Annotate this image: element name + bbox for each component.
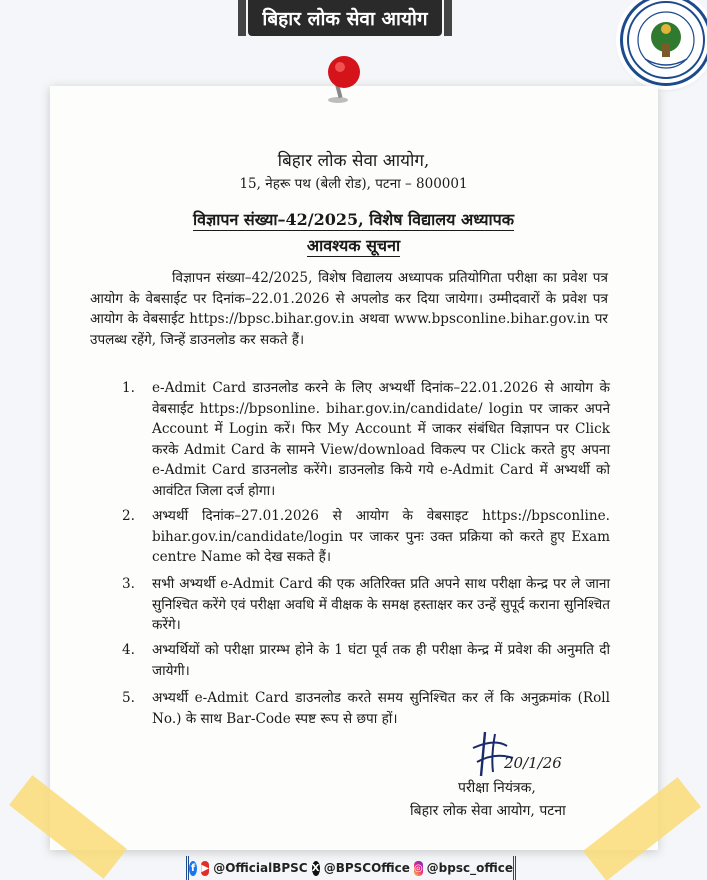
org-title: बिहार लोक सेवा आयोग,	[277, 151, 430, 171]
notice-heading: विज्ञापन संख्या–42/2025, विशेष विद्यालय अध्यापक	[192, 210, 515, 229]
list-item: 5. अभ्यर्थी e-Admit Card डाउनलोड करते समय सुनिश्चित कर लें कि अनुक्रमांक (Roll No.) के साथ Bar-Code स्पष्ट रूप से छपा हों।	[122, 690, 610, 727]
banner-title: बिहार लोक सेवा आयोग	[262, 8, 428, 30]
header-banner	[248, 0, 442, 36]
handle-x[interactable]: @BPSCOffice	[323, 861, 410, 875]
list-item: 4. अभ्यर्थियों को परीक्षा प्रारम्भ होने के 1 घंटा पूर्व तक ही परीक्षा केन्द्र में प्रवेश की अनुमति दी जायेगी।	[122, 642, 610, 679]
signer-title: परीक्षा नियंत्रक,	[458, 780, 536, 796]
social-footer	[186, 856, 516, 880]
list-item: 1. e-Admit Card डाउनलोड करने के लिए अभ्यर्थी दिनांक–22.01.2026 से आयोग के वेबसाईट https://bpsonline. bihar.gov.in/candidate/ login पर जाकर अपने Account में Login करें। फिर My Account में जाकर संबंधित विज्ञापन पर Click करके Admit Card के सामने View/download विकल्प पर Click करते हुए अपना e-Admit Card डाउनलोड करेंगे। डाउनलोड किये गये e-Admit Card में अभ्यर्थी को आवंटित जिला दर्ज होगा।	[122, 380, 610, 499]
handle-ig[interactable]: @bpsc_office	[426, 861, 513, 875]
org-address: 15, नेहरू पथ (बेली रोड), पटना – 800001	[239, 176, 468, 192]
bpsc-emblem-icon	[620, 0, 707, 86]
list-item: 2. अभ्यर्थी दिनांक–27.01.2026 से आयोग के वेबसाइट https://bpsconline. bihar.gov.in/candidate/login पर जाकर पुनः उक्त प्रक्रिया को करते हुए Exam centre Name को देख सकते हैं।	[122, 508, 610, 565]
signer-org: बिहार लोक सेवा आयोग, पटना	[410, 803, 566, 819]
handle-main[interactable]: @OfficialBPSC	[213, 861, 308, 875]
facebook-icon[interactable]: f	[190, 862, 196, 874]
youtube-icon[interactable]: ▶	[201, 862, 209, 874]
push-pin-icon	[318, 52, 364, 104]
notice-subheading: आवश्यक सूचना	[306, 236, 401, 255]
x-icon[interactable]: X	[311, 862, 320, 874]
list-item: 3. सभी अभ्यर्थी e-Admit Card की एक अतिरिक्त प्रति अपने साथ परीक्षा केन्द्र पर ले जाना सुनिश्चित करेंगे एवं परीक्षा अवधि में वीक्षक के समक्ष हस्ताक्षर कर उन्हें सुपूर्द कराना सुनिश्चित करेंगे।	[122, 576, 610, 633]
instagram-icon[interactable]: ◎	[413, 862, 423, 874]
notice-intro: विज्ञापन संख्या–42/2025, विशेष विद्यालय अध्यापक प्रतियोगिता परीक्षा का प्रवेश पत्र आयोग के वेबसाईट पर दिनांक–22.01.2026 से अपलोड कर दिया जायेगा। उम्मीदवारों के प्रवेश पत्र आयोग के वेबसाईट https://bpsc.bihar.gov.in अथवा www.bpsconline.bihar.gov.in पर उपलब्ध रहेंगे, जिन्हें डाउनलोड कर सकते हैं।	[90, 270, 608, 348]
signature-date: 20/1/26	[504, 754, 562, 772]
